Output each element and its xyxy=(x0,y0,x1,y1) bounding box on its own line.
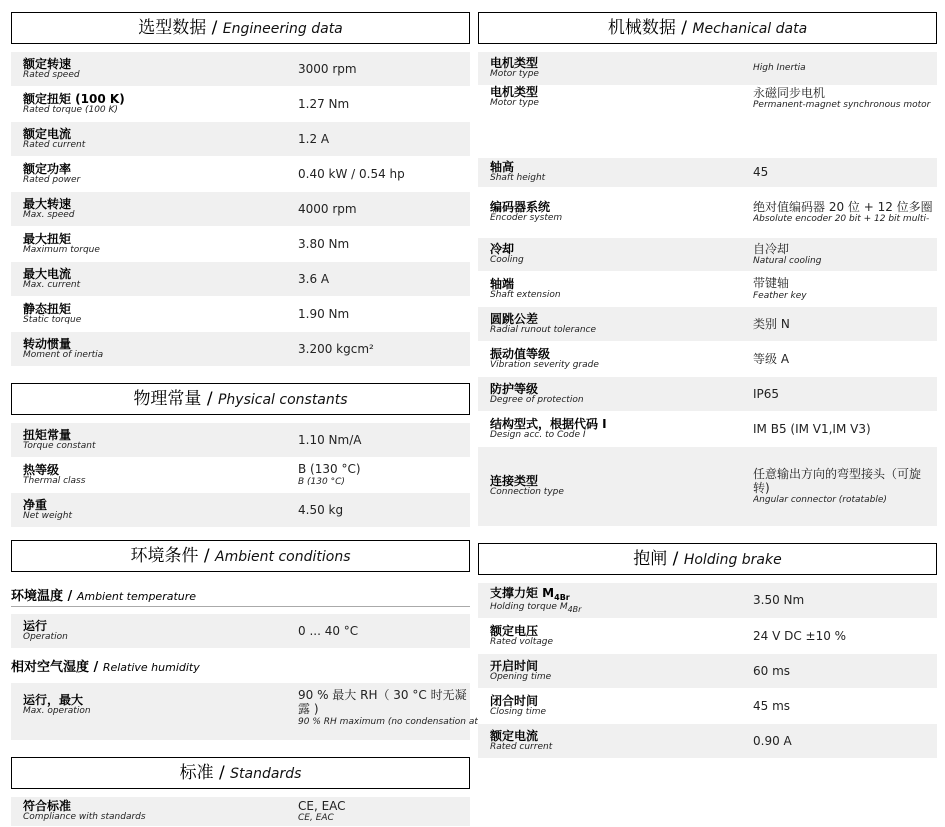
row-label-cn: 额定功率 xyxy=(23,161,72,176)
table-row xyxy=(11,227,470,262)
row-value-en: Natural cooling xyxy=(753,256,822,267)
row-label-cn: 额定电流 xyxy=(490,728,539,743)
table-row xyxy=(11,614,470,649)
row-value xyxy=(741,422,937,436)
mechanical-table xyxy=(478,52,937,527)
row-label xyxy=(490,625,741,647)
row-value-text: 0.40 kW / 0.54 hp xyxy=(298,166,405,181)
row-label-en: Torque constant xyxy=(23,440,96,451)
table-row xyxy=(478,188,937,238)
row-value-en: B (130 °C) xyxy=(298,476,345,487)
row-value-en: High Inertia xyxy=(753,63,806,74)
row-value xyxy=(741,165,937,179)
holding-torque-cn: 支撑力矩 M xyxy=(490,586,555,601)
row-label-en: Static torque xyxy=(23,314,82,325)
row-label-en: Motor type xyxy=(490,69,539,80)
humidity-heading-cn: 相对空气湿度 xyxy=(11,660,90,675)
mechanical-data-header: 机械数据 / Mechanical data xyxy=(478,12,937,44)
row-value-text: 1.2 A xyxy=(298,131,330,146)
table-row xyxy=(11,683,478,741)
row-label-cn: 开启时间 xyxy=(490,658,539,673)
ambient-conditions-header: 环境条件 / Ambient conditions xyxy=(11,540,470,572)
standards-title-en: Standards xyxy=(230,766,302,782)
table-row xyxy=(11,262,470,297)
row-value xyxy=(286,97,470,111)
row-label xyxy=(490,730,741,752)
row-value-en: 90 % RH maximum (no condensation at xyxy=(298,716,478,727)
row-label xyxy=(23,688,286,716)
row-label-cn: 转动惯量 xyxy=(23,336,72,351)
ambient-temp-heading-cn: 环境温度 xyxy=(11,589,64,604)
row-label-cn: 电机类型 xyxy=(490,56,539,71)
row-label xyxy=(23,338,286,360)
row-label-cn: 轴端 xyxy=(490,276,515,291)
row-value-text: 24 V DC ±10 % xyxy=(753,628,847,643)
physical-constants-header: 物理常量 / Physical constants xyxy=(11,383,470,415)
row-label xyxy=(490,313,741,335)
row-value xyxy=(286,237,470,251)
mechanical-title-cn: 机械数据 xyxy=(607,18,676,38)
table-row xyxy=(478,52,937,86)
row-label xyxy=(23,128,286,150)
row-value-text: IM B5 (IM V1,IM V3) xyxy=(753,421,871,436)
row-label-cn: 额定电流 xyxy=(23,126,72,141)
humidity-heading-en: Relative humidity xyxy=(102,661,200,674)
physical-title-en: Physical constants xyxy=(217,392,348,408)
row-label-en: Max. speed xyxy=(23,209,75,220)
table-row xyxy=(478,583,937,619)
row-value xyxy=(741,242,937,267)
row-value xyxy=(741,593,937,607)
row-label xyxy=(490,475,741,497)
row-value-text: 3000 rpm xyxy=(298,61,357,76)
row-value-text: 0.90 A xyxy=(753,733,792,748)
row-label-cn: 额定扭矩 (100 K) xyxy=(23,91,125,106)
row-label-en: Encoder system xyxy=(490,213,563,224)
table-row xyxy=(11,423,470,458)
row-label xyxy=(490,243,741,265)
engineering-data-header: 选型数据 / Engineering data xyxy=(11,12,470,44)
holding-torque-en-subscript: 4Br xyxy=(567,604,582,614)
row-value-text: 自冷却 xyxy=(753,241,790,256)
holding-brake-header: 抱闸 / Holding brake xyxy=(478,543,937,575)
row-label-en: Vibration severity grade xyxy=(490,359,599,370)
row-value xyxy=(286,688,478,728)
row-value xyxy=(286,342,470,356)
row-value xyxy=(286,272,470,286)
row-label-en: Rated torque (100 K) xyxy=(23,104,118,115)
holding-torque-en: Holding torque M xyxy=(490,601,568,612)
row-label-en: Degree of protection xyxy=(490,394,584,405)
row-value-text: IP65 xyxy=(753,386,780,401)
brake-title-cn: 抱闸 xyxy=(633,549,668,569)
table-row xyxy=(11,797,470,827)
row-label-cn: 运行 xyxy=(23,618,48,633)
table-row xyxy=(11,87,470,122)
row-label-en: Shaft extension xyxy=(490,289,561,300)
row-label xyxy=(490,695,741,717)
row-label-en: Radial runout tolerance xyxy=(490,324,597,335)
row-label-cn: 连接类型 xyxy=(490,474,539,489)
row-value-text: 1.90 Nm xyxy=(298,306,350,321)
row-label-cn xyxy=(490,587,741,602)
row-label-cn: 防护等级 xyxy=(490,381,539,396)
table-row xyxy=(11,332,470,367)
row-value xyxy=(286,462,470,487)
row-label-en: Max. operation xyxy=(23,705,91,716)
row-value-text: 永磁同步电机 xyxy=(753,86,826,100)
row-label xyxy=(23,268,286,290)
row-value-text: B (130 °C) xyxy=(298,462,361,477)
row-value xyxy=(286,799,470,824)
row-value-text: CE, EAC xyxy=(298,798,346,813)
engineering-title-cn: 选型数据 xyxy=(138,18,207,38)
row-value-text: 1.10 Nm/A xyxy=(298,432,362,447)
table-row xyxy=(478,412,937,447)
row-label xyxy=(23,198,286,220)
row-value xyxy=(286,202,470,216)
row-value xyxy=(741,699,937,713)
holding-torque-subscript: 4Br xyxy=(554,593,570,603)
row-label-cn: 扭矩常量 xyxy=(23,427,72,442)
row-label-en: Net weight xyxy=(23,510,73,521)
row-value-en: Feather key xyxy=(753,290,807,301)
row-label-en: Thermal class xyxy=(23,475,86,486)
row-label xyxy=(490,418,741,440)
row-value-text: 0 ... 40 °C xyxy=(298,623,359,638)
table-row xyxy=(478,377,937,412)
table-row xyxy=(478,307,937,342)
table-row xyxy=(478,447,937,527)
row-value xyxy=(286,624,470,638)
row-label-cn: 净重 xyxy=(23,497,48,512)
row-label-en: Rated voltage xyxy=(490,636,554,647)
row-label xyxy=(23,303,286,325)
row-value xyxy=(286,132,470,146)
row-value-text: 任意输出方向的弯型接头（可旋转) xyxy=(753,466,922,496)
row-value xyxy=(741,352,937,366)
row-label-en: Rated power xyxy=(23,174,81,185)
row-label xyxy=(490,348,741,370)
row-label-cn: 振动值等级 xyxy=(490,346,551,361)
row-label-cn: 冷却 xyxy=(490,242,515,257)
row-value-en: Permanent-magnet synchronous motor xyxy=(753,100,931,111)
row-label-cn: 最大转速 xyxy=(23,196,72,211)
row-label-en: Closing time xyxy=(490,706,547,717)
row-value-en: Angular connector (rotatable) xyxy=(753,495,887,506)
row-label-en: Connection type xyxy=(490,487,564,498)
table-row xyxy=(11,458,470,493)
ambient-title-cn: 环境条件 xyxy=(130,546,199,566)
row-value-text: 3.50 Nm xyxy=(753,593,805,608)
row-label-cn: 轴高 xyxy=(490,160,515,175)
row-value xyxy=(741,664,937,678)
table-row xyxy=(11,493,470,528)
row-label-en: Motor type xyxy=(490,97,539,108)
right-column xyxy=(478,0,937,759)
row-label-en: Maximum torque xyxy=(23,244,100,255)
physical-title-cn: 物理常量 xyxy=(133,389,202,409)
row-label-cn: 额定电压 xyxy=(490,623,539,638)
row-label-cn: 符合标准 xyxy=(23,799,72,814)
mechanical-title-en: Mechanical data xyxy=(692,21,808,37)
table-row xyxy=(478,272,937,307)
row-label-cn: 编码器系统 xyxy=(490,200,551,215)
row-label-en: Rated current xyxy=(23,139,86,150)
brake-table xyxy=(478,619,937,759)
row-value-text: 45 xyxy=(753,165,769,180)
row-label xyxy=(23,499,286,521)
row-label xyxy=(490,161,741,183)
row-label xyxy=(23,464,286,486)
row-label-en xyxy=(490,603,741,614)
row-value-text: 类别 N xyxy=(753,316,790,331)
row-value-text: 1.27 Nm xyxy=(298,96,350,111)
ambient-title-en: Ambient conditions xyxy=(215,549,351,565)
row-value-text: 等级 A xyxy=(753,351,790,366)
row-label-en: Opening time xyxy=(490,671,552,682)
row-value xyxy=(741,734,937,748)
table-row xyxy=(11,192,470,227)
relative-humidity-heading: 相对空气湿度 / Relative humidity xyxy=(11,660,200,675)
brake-title-en: Holding brake xyxy=(683,552,782,568)
table-row xyxy=(478,724,937,759)
row-value xyxy=(741,200,937,225)
left-column xyxy=(11,0,478,827)
row-label xyxy=(23,163,286,185)
row-label xyxy=(23,58,286,80)
row-value-text: 4000 rpm xyxy=(298,201,357,216)
row-label-en: Max. current xyxy=(23,279,81,290)
row-value-text: 3.80 Nm xyxy=(298,236,350,251)
row-label-cn: 圆跳公差 xyxy=(490,311,539,326)
row-label-cn: 最大电流 xyxy=(23,266,72,281)
table-row xyxy=(478,689,937,724)
row-value xyxy=(741,63,937,74)
row-label xyxy=(23,93,286,115)
row-value xyxy=(286,307,470,321)
row-label xyxy=(490,383,741,405)
row-value-text: 带键轴 xyxy=(753,276,790,291)
table-row xyxy=(478,238,937,272)
table-row xyxy=(11,297,470,332)
row-label-en: Design acc. to Code I xyxy=(490,429,586,440)
row-value xyxy=(286,433,470,447)
table-row xyxy=(478,86,937,158)
standards-title-cn: 标准 xyxy=(179,763,214,783)
row-label xyxy=(490,201,741,223)
row-value-text: 4.50 kg xyxy=(298,502,344,517)
row-label xyxy=(490,86,741,108)
table-row xyxy=(478,342,937,377)
row-value-text: 45 ms xyxy=(753,698,791,713)
row-label-cn: 结构型式，根据代码 I xyxy=(490,416,607,431)
row-label-en: Rated speed xyxy=(23,69,80,80)
row-label-cn: 额定转速 xyxy=(23,56,72,71)
row-label-en: Shaft height xyxy=(490,173,546,184)
row-value-en: CE, EAC xyxy=(298,813,334,824)
table-row xyxy=(478,654,937,689)
row-value-en: Absolute encoder 20 bit + 12 bit multi- xyxy=(753,214,930,225)
row-value-text: 3.200 kgcm² xyxy=(298,341,374,356)
row-label xyxy=(490,278,741,300)
row-value-text: 90 % 最大 RH（ 30 °C 时无凝露 ) xyxy=(298,688,467,717)
row-label-en: Operation xyxy=(23,631,68,642)
row-label-cn: 运行，最大 xyxy=(23,693,84,707)
row-label xyxy=(23,800,286,822)
row-label xyxy=(490,57,741,79)
row-label xyxy=(23,620,286,642)
row-label-en: Cooling xyxy=(490,255,524,266)
engineering-title-en: Engineering data xyxy=(222,21,343,37)
row-label-en: Rated current xyxy=(490,741,553,752)
row-label-cn: 最大扭矩 xyxy=(23,231,72,246)
row-label-cn: 电机类型 xyxy=(490,85,539,99)
row-label xyxy=(23,233,286,255)
row-label-cn: 闭合时间 xyxy=(490,693,539,708)
table-row xyxy=(11,122,470,157)
row-value xyxy=(741,629,937,643)
row-value xyxy=(741,317,937,331)
ambient-temperature-heading: 环境温度 / Ambient temperature xyxy=(11,582,470,607)
row-value-text: 绝对值编码器 20 位 + 12 位多圈 xyxy=(753,199,933,214)
row-label xyxy=(490,587,741,614)
engineering-table xyxy=(11,52,470,367)
row-value xyxy=(286,62,470,76)
row-value xyxy=(286,503,470,517)
row-value xyxy=(741,276,937,301)
table-row xyxy=(11,157,470,192)
row-value-text: 3.6 A xyxy=(298,271,330,286)
row-value xyxy=(741,467,937,507)
standards-header: 标准 / Standards xyxy=(11,757,470,789)
row-label-en: Moment of inertia xyxy=(23,349,104,360)
row-value-text: 60 ms xyxy=(753,663,791,678)
row-label-cn: 热等级 xyxy=(23,462,60,477)
physical-table xyxy=(11,423,470,528)
row-value xyxy=(286,167,470,181)
row-value xyxy=(741,86,937,111)
row-label xyxy=(490,660,741,682)
table-row xyxy=(478,158,937,188)
table-row xyxy=(11,52,470,87)
row-label xyxy=(23,429,286,451)
row-label-cn: 静态扭矩 xyxy=(23,301,72,316)
ambient-temp-heading-en: Ambient temperature xyxy=(76,590,197,603)
row-value xyxy=(741,387,937,401)
row-label-en: Compliance with standards xyxy=(23,812,146,823)
table-row xyxy=(478,619,937,654)
